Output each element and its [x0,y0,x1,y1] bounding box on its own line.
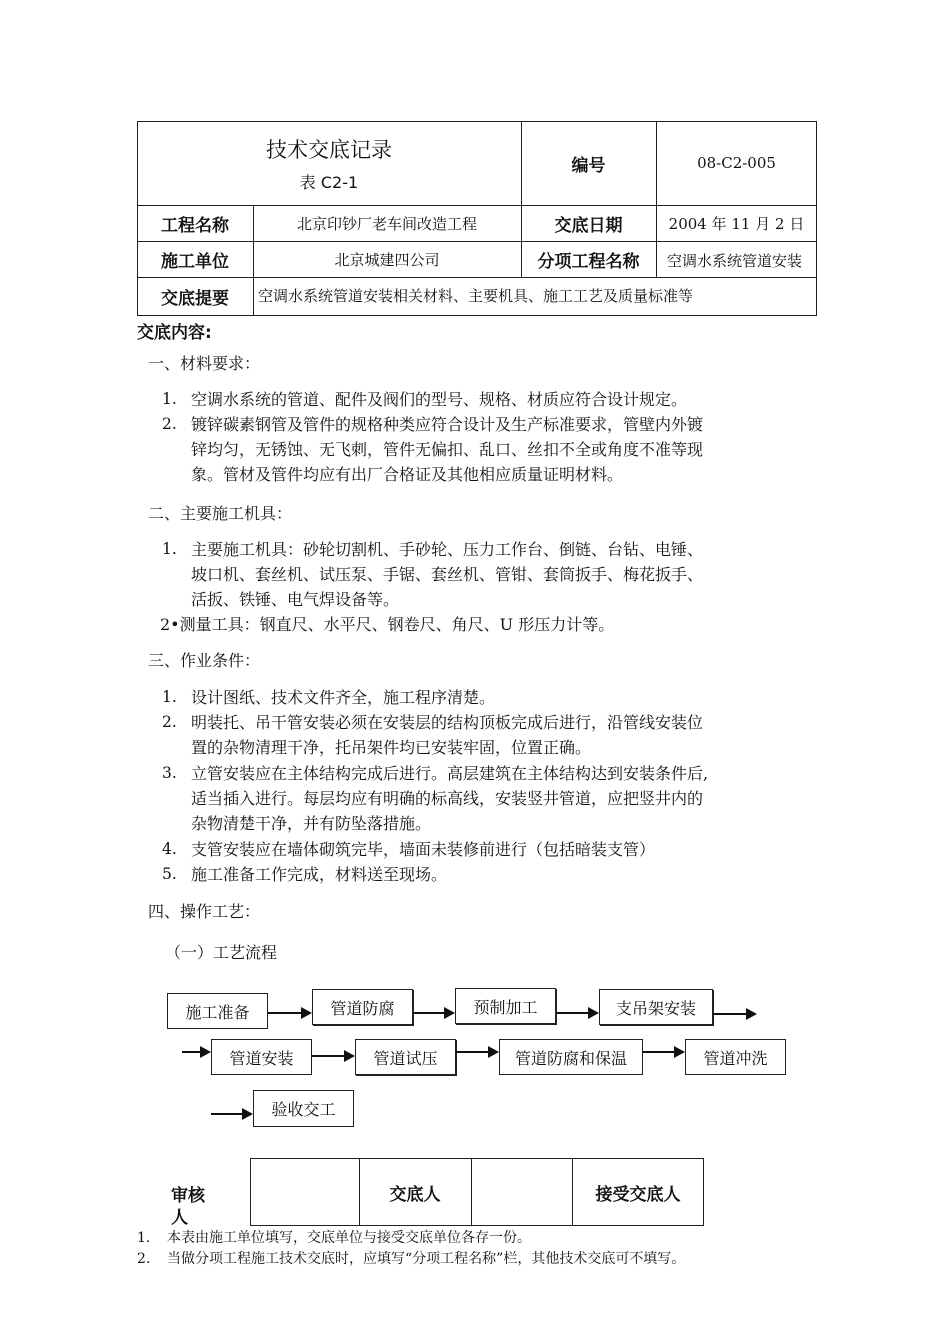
item-line: 主要施工机具：砂轮切割机、手砂轮、压力工作台、倒链、台钻、电锤、 [191,540,704,559]
flow-arrow [643,1051,675,1053]
item-line: 适当插入进行。每层均应有明确的标高线，安装竖井管道，应把竖井内的 [191,789,704,808]
footnote-number: 1. [137,1230,151,1246]
flow-arrow [413,1012,445,1014]
flow-step-1: 施工准备 [167,993,268,1029]
flow-arrow [312,1055,345,1057]
item-number: 3. [162,764,177,782]
subitem-value: 空调水系统管道安装 [667,252,803,270]
date-label: 交底日期 [554,215,623,236]
item-line: 支管安装应在墙体砌筑完毕，墙面未装修前进行（包括暗装支管） [191,840,656,859]
flow-step-7: 管道防腐和保温 [499,1039,643,1075]
footnote-text: 本表由施工单位填写，交底单位与接受交底单位各存一份。 [167,1230,531,1246]
discloser-label: 交底人 [389,1184,441,1205]
code-label: 编号 [571,155,606,176]
item-number: 1. [162,688,177,706]
item-line: 设计图纸、技术文件齐全，施工程序清楚。 [191,688,496,707]
item-line: 活扳、铁锤、电气焊设备等。 [191,590,400,609]
flow-arrow [268,1012,302,1014]
item-line: 置的杂物清理干净，托吊架件均已安装牢固，位置正确。 [191,738,592,757]
item-line: 象。管材及管件均应有出厂合格证及其他相应质量证明材料。 [191,465,624,484]
flow-arrow [713,1013,747,1015]
section-title: 四、操作工艺： [148,902,261,921]
subsection-title: （一）工艺流程 [165,943,278,962]
item-line: 施工准备工作完成，材料送至现场。 [191,865,448,884]
item-number: 5. [162,865,177,883]
unit-label: 施工单位 [161,251,229,272]
receiver-label: 接受交底人 [595,1184,681,1205]
project-label: 工程名称 [161,215,229,236]
item-line: 明装托、吊干管安装必须在安装层的结构顶板完成后进行，沿管线安装位 [191,713,704,732]
reviewer-label: 审核人 [171,1186,205,1228]
flow-step-8: 管道冲洗 [685,1039,786,1075]
item-number: 2. [162,415,177,433]
item-line: 坡口机、套丝机、试压泵、手锯、套丝机、管钳、套筒扳手、梅花扳手、 [191,565,704,584]
flow-step-9: 验收交工 [253,1090,354,1127]
item-number: 2. [162,713,177,731]
flow-step-5: 管道安装 [211,1039,312,1075]
item-number: 1. [162,390,177,408]
project-value: 北京印钞厂老车间改造工程 [296,214,477,233]
item-line: 空调水系统的管道、配件及阀们的型号、规格、材质应符合设计规定。 [191,390,688,409]
flow-arrow [556,1012,589,1014]
item-line: 锌均匀，无锈蚀、无飞刺，管件无偏扣、乱口、丝扣不全或角度不准等现 [191,440,704,459]
flow-step-2: 管道防腐 [312,989,413,1025]
table-vline [471,1158,472,1226]
item-line: 杂物清楚干净，并有防坠落措施。 [191,814,432,833]
form-number: 表 C2-1 [299,172,359,192]
flow-step-3: 预制加工 [455,988,556,1024]
item-number: 4. [162,840,177,858]
summary-label: 交底提要 [161,289,229,309]
footnote-number: 2. [137,1251,151,1267]
flow-step-4: 支吊架安装 [599,989,713,1025]
flow-arrow [211,1113,243,1115]
subitem-label: 分项工程名称 [537,251,640,272]
footnote-text: 当做分项工程施工技术交底时，应填写“分项工程名称”栏，其他技术交底可不填写。 [167,1251,686,1267]
content-heading: 交底内容: [137,323,212,343]
page-title: 技术交底记录 [266,138,392,162]
flow-step-6: 管道试压 [355,1039,456,1075]
flow-arrow [182,1051,201,1053]
date-value: 2004 年 11 月 2 日 [668,214,805,233]
code-value: 08-C2-005 [697,154,776,172]
unit-value: 北京城建四公司 [334,250,440,269]
item-line: 镀锌碳素钢管及管件的规格种类应符合设计及生产标准要求，管壁内外镀 [191,415,704,434]
section-title: 二、主要施工机具： [148,504,293,523]
flow-arrow [456,1051,489,1053]
item-number: 1. [162,540,177,558]
item-line: 2•测量工具：钢直尺、水平尺、钢卷尺、角尺、U 形压力计等。 [160,615,615,634]
item-line: 立管安装应在主体结构完成后进行。高层建筑在主体结构达到安装条件后, [191,764,709,783]
section-title: 一、材料要求： [148,354,261,373]
section-title: 三、作业条件： [148,651,261,670]
summary-value: 空调水系统管道安装相关材料、主要机具、施工工艺及质量标准等 [258,287,694,305]
